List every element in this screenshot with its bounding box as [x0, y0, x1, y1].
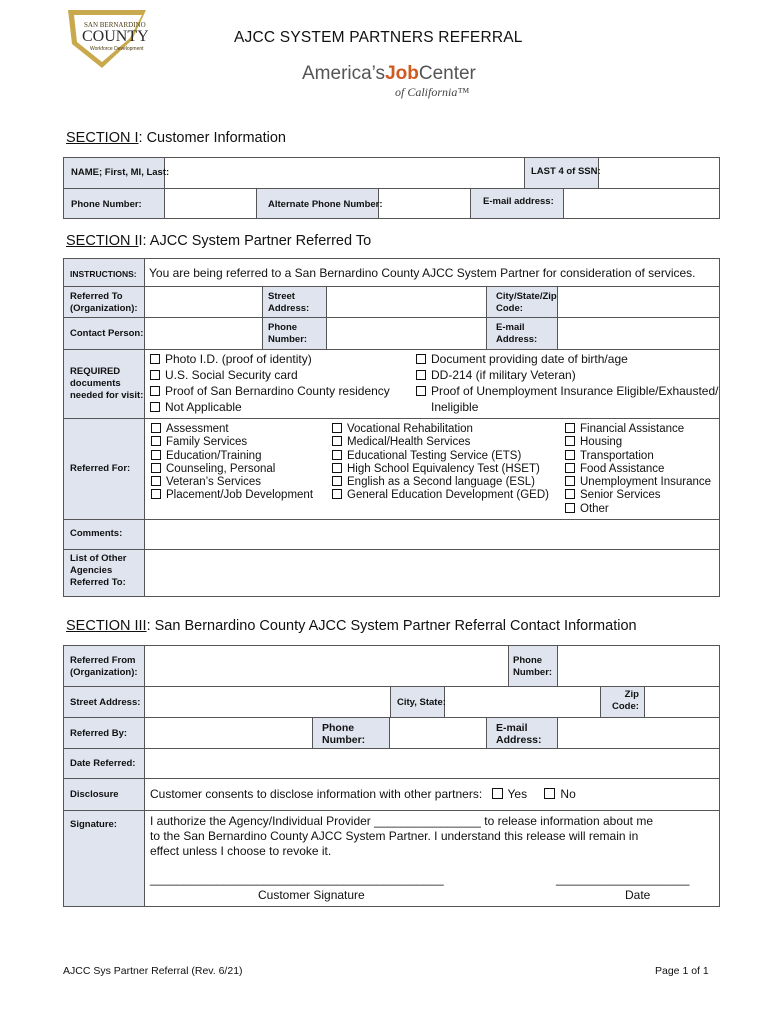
service-checkbox[interactable]: Medical/Health Services	[332, 436, 549, 449]
logo-line3: Workforce Development	[90, 46, 144, 52]
date-referred-label: Date Referred:	[70, 758, 136, 769]
phone-field[interactable]	[165, 189, 255, 218]
yes-checkbox[interactable]: Yes	[492, 787, 528, 801]
referred-by-label: Referred By:	[70, 728, 128, 739]
footer-right: Page 1 of 1	[655, 965, 709, 977]
service-checkbox[interactable]: Family Services	[151, 436, 313, 449]
docs-left-list	[150, 351, 390, 415]
ssn-label: LAST 4 of SSN:	[531, 166, 601, 177]
docs-right-list	[416, 351, 719, 415]
service-checkbox[interactable]: Transportation	[565, 450, 711, 463]
doc-checkbox-cont: Ineligible	[431, 400, 479, 414]
service-checkbox[interactable]: Placement/Job Development	[151, 489, 313, 502]
logo-line1: SAN BERNARDINO	[84, 21, 146, 29]
doc-checkbox[interactable]: DD-214 (if military Veteran)	[416, 367, 719, 383]
comments-field[interactable]	[145, 520, 719, 549]
ajcc-logo	[302, 63, 492, 103]
contact-field[interactable]	[145, 318, 261, 349]
by-email-field[interactable]	[558, 718, 719, 748]
other-agencies-label: List of Other Agencies Referred To:	[70, 553, 127, 588]
service-checkbox[interactable]: High School Equivalency Test (HSET)	[332, 463, 549, 476]
date-caption: Date	[625, 888, 651, 902]
disclosure-text: Customer consents to disclose information with other partners:	[150, 787, 483, 801]
ajcc-logo-sub: of California™	[395, 85, 470, 99]
services-col2	[332, 423, 549, 503]
zip-field[interactable]	[645, 687, 719, 717]
doc-checkbox[interactable]: Proof of San Bernardino County residency	[150, 383, 390, 399]
service-checkbox[interactable]: Veteran’s Services	[151, 476, 313, 489]
authorization-text: I authorize the Agency/Individual Provider ________________ to release information about me to the San Bernardino County AJCC System Partner. I understand this release will remain in effect unless I choose to revoke it.	[150, 814, 654, 858]
date-line[interactable]: ____________________	[556, 872, 690, 886]
no-checkbox[interactable]: No	[544, 787, 575, 801]
service-checkbox[interactable]: English as a Second language (ESL)	[332, 476, 549, 489]
partner-phone-field[interactable]	[327, 318, 485, 349]
by-phone-label: Phone Number:	[322, 722, 366, 746]
ajcc-logo-text3: Center	[418, 63, 476, 84]
contact-label: Contact Person:	[70, 328, 144, 339]
referred-from-field[interactable]	[145, 646, 507, 686]
name-field[interactable]	[165, 158, 523, 188]
partner-email-field[interactable]	[558, 318, 719, 349]
required-docs-label: REQUIRED documents needed for visit:	[70, 366, 144, 401]
footer-left: AJCC Sys Partner Referral (Rev. 6/21)	[63, 965, 243, 977]
disclosure-row	[150, 787, 576, 801]
referred-to-label: Referred To (Organization):	[70, 291, 138, 314]
referred-from-label: Referred From (Organization):	[70, 655, 138, 678]
service-checkbox[interactable]: Unemployment Insurance	[565, 476, 711, 489]
service-checkbox[interactable]: Other	[565, 503, 711, 516]
by-phone-field[interactable]	[390, 718, 485, 748]
services-col1	[151, 423, 313, 503]
from-phone-label: Phone Number:	[513, 655, 553, 678]
customer-signature-caption: Customer Signature	[258, 888, 365, 902]
city-state-field[interactable]	[445, 687, 599, 717]
doc-checkbox[interactable]: Proof of Unemployment Insurance Eligible/Exhausted/	[416, 383, 719, 399]
services-col3	[565, 423, 711, 516]
service-checkbox[interactable]: Senior Services	[565, 489, 711, 502]
street-address-field[interactable]	[145, 687, 389, 717]
street-label: Street Address:	[268, 291, 310, 314]
other-agencies-field[interactable]	[145, 550, 719, 596]
service-checkbox[interactable]: General Education Development (GED)	[332, 489, 549, 502]
service-checkbox[interactable]: Vocational Rehabilitation	[332, 423, 549, 436]
date-referred-field[interactable]	[145, 749, 719, 778]
disclosure-label: Disclosure	[70, 789, 119, 800]
signature-line[interactable]: ____________________________________________	[150, 872, 444, 886]
city-state-label: City, State:	[397, 697, 446, 708]
logo-line2: COUNTY	[82, 28, 149, 45]
doc-checkbox[interactable]: Document providing date of birth/age	[416, 351, 719, 367]
instructions-label: INSTRUCTIONS:	[70, 269, 137, 279]
service-checkbox[interactable]: Counseling, Personal	[151, 463, 313, 476]
comments-label: Comments:	[70, 528, 123, 539]
by-email-label: E-mail Address:	[496, 722, 542, 746]
doc-checkbox[interactable]: U.S. Social Security card	[150, 367, 390, 383]
ajcc-logo-text1: America’s	[302, 63, 386, 84]
doc-checkbox[interactable]: Not Applicable	[150, 399, 390, 415]
service-checkbox[interactable]: Housing	[565, 436, 711, 449]
section3-heading: SECTION III: San Bernardino County AJCC System Partner Referral Contact Information	[66, 618, 637, 634]
referred-to-field[interactable]	[145, 287, 261, 317]
service-checkbox[interactable]: Food Assistance	[565, 463, 711, 476]
referred-for-label: Referred For:	[70, 463, 131, 474]
service-checkbox[interactable]: Financial Assistance	[565, 423, 711, 436]
instructions-text: You are being referred to a San Bernardino County AJCC System Partner for consideration of services.	[149, 266, 696, 280]
county-logo	[62, 6, 152, 70]
phone-label: Phone Number:	[71, 199, 142, 210]
from-phone-field[interactable]	[558, 646, 719, 686]
email-label: E-mail address:	[483, 196, 554, 207]
zip-label: Zip Code:	[612, 689, 639, 712]
alt-phone-field[interactable]	[379, 189, 469, 218]
service-checkbox[interactable]: Assessment	[151, 423, 313, 436]
ssn-field[interactable]	[599, 158, 719, 188]
referred-by-field[interactable]	[145, 718, 311, 748]
city-state-zip-label: City/State/Zip Code:	[496, 291, 557, 314]
street-address-label: Street Address:	[70, 697, 141, 708]
city-state-zip-field[interactable]	[558, 287, 719, 317]
doc-checkbox[interactable]: Photo I.D. (proof of identity)	[150, 351, 390, 367]
service-checkbox[interactable]: Educational Testing Service (ETS)	[332, 450, 549, 463]
signature-label: Signature:	[70, 819, 117, 830]
ajcc-logo-text2: Job	[385, 63, 419, 84]
section1-heading: SECTION I: Customer Information	[66, 130, 286, 146]
street-field[interactable]	[327, 287, 485, 317]
email-field[interactable]	[564, 189, 719, 218]
alt-phone-label: Alternate Phone Number:	[268, 199, 383, 210]
section2-heading: SECTION II: AJCC System Partner Referred To	[66, 233, 372, 249]
email2-label: E-mail Address:	[496, 322, 538, 345]
service-checkbox[interactable]: Education/Training	[151, 450, 313, 463]
phone2-label: Phone Number:	[268, 322, 308, 345]
name-label: NAME; First, MI, Last:	[71, 167, 170, 178]
page-title: AJCC SYSTEM PARTNERS REFERRAL	[234, 29, 523, 46]
